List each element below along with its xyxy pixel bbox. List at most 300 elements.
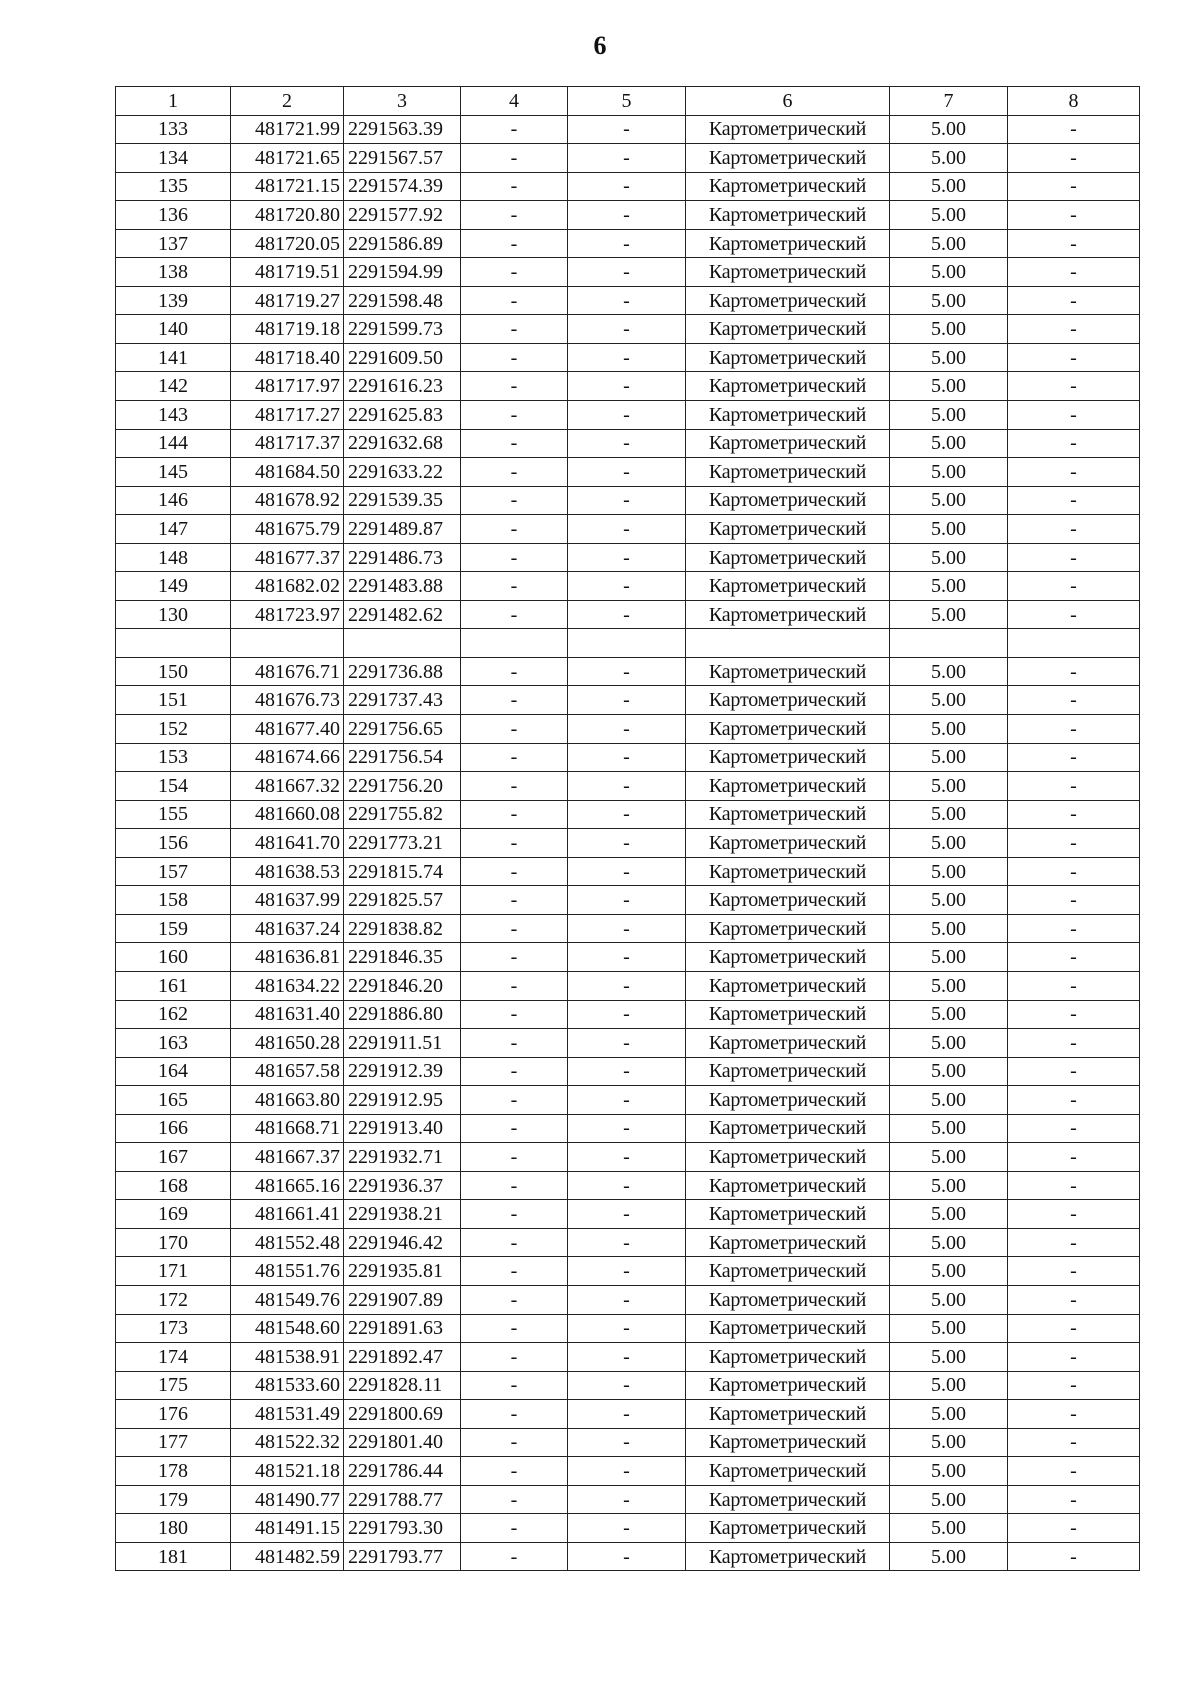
table-row — [116, 572, 1140, 601]
col4-cell: - — [461, 372, 568, 401]
method-cell: Картометрический — [686, 943, 890, 972]
point-number-cell: 152 — [116, 715, 231, 744]
table-row — [116, 229, 1140, 258]
y-coordinate-cell: 2291756.65 — [344, 715, 461, 744]
col4-cell: - — [461, 1029, 568, 1058]
col4-cell: - — [461, 1086, 568, 1115]
point-number-cell: 168 — [116, 1171, 231, 1200]
col4-cell: - — [461, 886, 568, 915]
accuracy-cell: 5.00 — [890, 172, 1008, 201]
method-cell: Картометрический — [686, 1057, 890, 1086]
col4-cell: - — [461, 1371, 568, 1400]
y-coordinate-cell: 2291482.62 — [344, 600, 461, 629]
column-header: 3 — [344, 87, 461, 116]
x-coordinate-cell — [231, 629, 344, 658]
col8-cell: - — [1008, 1057, 1140, 1086]
col8-cell: - — [1008, 115, 1140, 144]
method-cell: Картометрический — [686, 1314, 890, 1343]
column-header: 7 — [890, 87, 1008, 116]
y-coordinate-cell — [344, 629, 461, 658]
x-coordinate-cell: 481482.59 — [231, 1542, 344, 1571]
col5-cell: - — [568, 286, 686, 315]
x-coordinate-cell: 481641.70 — [231, 829, 344, 858]
col8-cell: - — [1008, 1514, 1140, 1543]
col4-cell: - — [461, 1285, 568, 1314]
col5-cell: - — [568, 1000, 686, 1029]
accuracy-cell: 5.00 — [890, 1371, 1008, 1400]
accuracy-cell: 5.00 — [890, 1057, 1008, 1086]
col8-cell: - — [1008, 1200, 1140, 1229]
col4-cell: - — [461, 286, 568, 315]
table-row — [116, 971, 1140, 1000]
method-cell: Картометрический — [686, 1457, 890, 1486]
method-cell: Картометрический — [686, 458, 890, 487]
col8-cell: - — [1008, 1000, 1140, 1029]
col5-cell: - — [568, 1542, 686, 1571]
x-coordinate-cell: 481719.18 — [231, 315, 344, 344]
method-cell: Картометрический — [686, 515, 890, 544]
x-coordinate-cell: 481676.71 — [231, 657, 344, 686]
method-cell: Картометрический — [686, 201, 890, 230]
y-coordinate-cell: 2291846.35 — [344, 943, 461, 972]
col5-cell: - — [568, 572, 686, 601]
point-number-cell: 160 — [116, 943, 231, 972]
accuracy-cell: 5.00 — [890, 229, 1008, 258]
x-coordinate-cell: 481667.32 — [231, 772, 344, 801]
column-header: 8 — [1008, 87, 1140, 116]
y-coordinate-cell: 2291609.50 — [344, 343, 461, 372]
y-coordinate-cell: 2291886.80 — [344, 1000, 461, 1029]
col5-cell: - — [568, 886, 686, 915]
point-number-cell: 155 — [116, 800, 231, 829]
x-coordinate-cell: 481682.02 — [231, 572, 344, 601]
col5-cell: - — [568, 1457, 686, 1486]
table-row — [116, 1200, 1140, 1229]
point-number-cell: 140 — [116, 315, 231, 344]
table-row — [116, 1228, 1140, 1257]
col4-cell: - — [461, 943, 568, 972]
method-cell: Картометрический — [686, 1143, 890, 1172]
table-row — [116, 172, 1140, 201]
table-row — [116, 1000, 1140, 1029]
col4-cell: - — [461, 1428, 568, 1457]
page-number: 6 — [593, 31, 607, 60]
x-coordinate-cell: 481531.49 — [231, 1400, 344, 1429]
point-number-cell: 170 — [116, 1228, 231, 1257]
col5-cell: - — [568, 600, 686, 629]
col5-cell: - — [568, 429, 686, 458]
method-cell: Картометрический — [686, 857, 890, 886]
method-cell: Картометрический — [686, 1371, 890, 1400]
col8-cell: - — [1008, 286, 1140, 315]
col5-cell: - — [568, 743, 686, 772]
x-coordinate-cell: 481719.51 — [231, 258, 344, 287]
point-number-cell: 179 — [116, 1485, 231, 1514]
method-cell: Картометрический — [686, 401, 890, 430]
method-cell: Картометрический — [686, 572, 890, 601]
col4-cell: - — [461, 686, 568, 715]
method-cell: Картометрический — [686, 172, 890, 201]
table-row — [116, 743, 1140, 772]
point-number-cell: 175 — [116, 1371, 231, 1400]
col8-cell: - — [1008, 343, 1140, 372]
accuracy-cell: 5.00 — [890, 486, 1008, 515]
point-number-cell: 176 — [116, 1400, 231, 1429]
method-cell: Картометрический — [686, 115, 890, 144]
y-coordinate-cell: 2291846.20 — [344, 971, 461, 1000]
x-coordinate-cell: 481549.76 — [231, 1285, 344, 1314]
accuracy-cell: 5.00 — [890, 715, 1008, 744]
col8-cell: - — [1008, 715, 1140, 744]
col4-cell: - — [461, 772, 568, 801]
accuracy-cell: 5.00 — [890, 857, 1008, 886]
y-coordinate-cell: 2291936.37 — [344, 1171, 461, 1200]
col4-cell: - — [461, 343, 568, 372]
col5-cell: - — [568, 258, 686, 287]
x-coordinate-cell: 481667.37 — [231, 1143, 344, 1172]
point-number-cell: 159 — [116, 914, 231, 943]
y-coordinate-cell: 2291935.81 — [344, 1257, 461, 1286]
col8-cell: - — [1008, 1457, 1140, 1486]
table-header-row — [116, 87, 1140, 116]
y-coordinate-cell: 2291946.42 — [344, 1228, 461, 1257]
x-coordinate-cell: 481675.79 — [231, 515, 344, 544]
point-number-cell: 135 — [116, 172, 231, 201]
accuracy-cell: 5.00 — [890, 286, 1008, 315]
method-cell: Картометрический — [686, 1000, 890, 1029]
point-number-cell: 150 — [116, 657, 231, 686]
col5-cell: - — [568, 657, 686, 686]
y-coordinate-cell: 2291932.71 — [344, 1143, 461, 1172]
point-number-cell: 145 — [116, 458, 231, 487]
table-row — [116, 1114, 1140, 1143]
x-coordinate-cell: 481548.60 — [231, 1314, 344, 1343]
point-number-cell: 134 — [116, 144, 231, 173]
method-cell: Картометрический — [686, 543, 890, 572]
col8-cell: - — [1008, 657, 1140, 686]
point-number-cell: 154 — [116, 772, 231, 801]
point-number-cell: 142 — [116, 372, 231, 401]
accuracy-cell: 5.00 — [890, 115, 1008, 144]
accuracy-cell: 5.00 — [890, 1228, 1008, 1257]
column-header: 4 — [461, 87, 568, 116]
table-row — [116, 857, 1140, 886]
table-row — [116, 115, 1140, 144]
col4-cell: - — [461, 315, 568, 344]
x-coordinate-cell: 481717.37 — [231, 429, 344, 458]
x-coordinate-cell: 481634.22 — [231, 971, 344, 1000]
col4-cell: - — [461, 1143, 568, 1172]
col5-cell: - — [568, 1257, 686, 1286]
col4-cell: - — [461, 258, 568, 287]
col5-cell: - — [568, 1114, 686, 1143]
col8-cell: - — [1008, 971, 1140, 1000]
y-coordinate-cell: 2291539.35 — [344, 486, 461, 515]
table-row — [116, 286, 1140, 315]
col5-cell — [568, 629, 686, 658]
method-cell: Картометрический — [686, 1514, 890, 1543]
point-number-cell: 156 — [116, 829, 231, 858]
x-coordinate-cell: 481723.97 — [231, 600, 344, 629]
accuracy-cell: 5.00 — [890, 1143, 1008, 1172]
col5-cell: - — [568, 401, 686, 430]
x-coordinate-cell: 481717.27 — [231, 401, 344, 430]
x-coordinate-cell: 481491.15 — [231, 1514, 344, 1543]
col4-cell — [461, 629, 568, 658]
y-coordinate-cell: 2291737.43 — [344, 686, 461, 715]
table-row — [116, 144, 1140, 173]
col5-cell: - — [568, 1029, 686, 1058]
accuracy-cell: 5.00 — [890, 829, 1008, 858]
point-number-cell: 172 — [116, 1285, 231, 1314]
col4-cell: - — [461, 657, 568, 686]
x-coordinate-cell: 481490.77 — [231, 1485, 344, 1514]
table-row — [116, 1343, 1140, 1372]
accuracy-cell: 5.00 — [890, 1428, 1008, 1457]
point-number-cell: 158 — [116, 886, 231, 915]
col5-cell: - — [568, 543, 686, 572]
method-cell: Картометрический — [686, 286, 890, 315]
col8-cell: - — [1008, 886, 1140, 915]
point-number-cell: 133 — [116, 115, 231, 144]
y-coordinate-cell: 2291594.99 — [344, 258, 461, 287]
point-number-cell: 161 — [116, 971, 231, 1000]
method-cell: Картометрический — [686, 1257, 890, 1286]
x-coordinate-cell: 481663.80 — [231, 1086, 344, 1115]
col8-cell: - — [1008, 458, 1140, 487]
x-coordinate-cell: 481674.66 — [231, 743, 344, 772]
col4-cell: - — [461, 229, 568, 258]
x-coordinate-cell: 481636.81 — [231, 943, 344, 972]
col8-cell: - — [1008, 229, 1140, 258]
y-coordinate-cell: 2291632.68 — [344, 429, 461, 458]
y-coordinate-cell: 2291793.30 — [344, 1514, 461, 1543]
col8-cell: - — [1008, 401, 1140, 430]
col8-cell: - — [1008, 1542, 1140, 1571]
col4-cell: - — [461, 543, 568, 572]
col5-cell: - — [568, 914, 686, 943]
col8-cell: - — [1008, 743, 1140, 772]
col8-cell: - — [1008, 1400, 1140, 1429]
col4-cell: - — [461, 829, 568, 858]
y-coordinate-cell: 2291891.63 — [344, 1314, 461, 1343]
point-number-cell: 130 — [116, 600, 231, 629]
point-number-cell: 148 — [116, 543, 231, 572]
accuracy-cell: 5.00 — [890, 657, 1008, 686]
method-cell: Картометрический — [686, 600, 890, 629]
y-coordinate-cell: 2291586.89 — [344, 229, 461, 258]
table-row — [116, 1400, 1140, 1429]
point-number-cell: 136 — [116, 201, 231, 230]
table-row — [116, 543, 1140, 572]
x-coordinate-cell: 481521.18 — [231, 1457, 344, 1486]
col4-cell: - — [461, 743, 568, 772]
accuracy-cell: 5.00 — [890, 1514, 1008, 1543]
col5-cell: - — [568, 1428, 686, 1457]
accuracy-cell: 5.00 — [890, 600, 1008, 629]
col8-cell: - — [1008, 315, 1140, 344]
y-coordinate-cell: 2291577.92 — [344, 201, 461, 230]
col8-cell: - — [1008, 800, 1140, 829]
col4-cell: - — [461, 572, 568, 601]
point-number-cell: 149 — [116, 572, 231, 601]
point-number-cell: 151 — [116, 686, 231, 715]
y-coordinate-cell: 2291913.40 — [344, 1114, 461, 1143]
col8-cell: - — [1008, 543, 1140, 572]
col5-cell: - — [568, 1371, 686, 1400]
col8-cell: - — [1008, 943, 1140, 972]
point-number-cell: 157 — [116, 857, 231, 886]
table-row — [116, 1086, 1140, 1115]
method-cell: Картометрический — [686, 715, 890, 744]
col5-cell: - — [568, 1400, 686, 1429]
col8-cell: - — [1008, 857, 1140, 886]
method-cell: Картометрический — [686, 258, 890, 287]
y-coordinate-cell: 2291912.39 — [344, 1057, 461, 1086]
x-coordinate-cell: 481720.80 — [231, 201, 344, 230]
col8-cell: - — [1008, 1171, 1140, 1200]
table-row — [116, 1514, 1140, 1543]
table-row — [116, 715, 1140, 744]
table-row — [116, 886, 1140, 915]
x-coordinate-cell: 481533.60 — [231, 1371, 344, 1400]
point-number-cell: 167 — [116, 1143, 231, 1172]
accuracy-cell: 5.00 — [890, 1029, 1008, 1058]
y-coordinate-cell: 2291907.89 — [344, 1285, 461, 1314]
y-coordinate-cell: 2291755.82 — [344, 800, 461, 829]
y-coordinate-cell: 2291489.87 — [344, 515, 461, 544]
accuracy-cell: 5.00 — [890, 1257, 1008, 1286]
col5-cell: - — [568, 343, 686, 372]
x-coordinate-cell: 481657.58 — [231, 1057, 344, 1086]
x-coordinate-cell: 481552.48 — [231, 1228, 344, 1257]
y-coordinate-cell: 2291892.47 — [344, 1343, 461, 1372]
method-cell: Картометрический — [686, 800, 890, 829]
col5-cell: - — [568, 1057, 686, 1086]
x-coordinate-cell: 481522.32 — [231, 1428, 344, 1457]
accuracy-cell: 5.00 — [890, 144, 1008, 173]
method-cell: Картометрический — [686, 1086, 890, 1115]
accuracy-cell: 5.00 — [890, 1285, 1008, 1314]
col5-cell: - — [568, 515, 686, 544]
method-cell: Картометрический — [686, 657, 890, 686]
accuracy-cell: 5.00 — [890, 1000, 1008, 1029]
y-coordinate-cell: 2291911.51 — [344, 1029, 461, 1058]
col5-cell: - — [568, 144, 686, 173]
col5-cell: - — [568, 971, 686, 1000]
accuracy-cell: 5.00 — [890, 429, 1008, 458]
y-coordinate-cell: 2291838.82 — [344, 914, 461, 943]
col5-cell: - — [568, 458, 686, 487]
x-coordinate-cell: 481721.15 — [231, 172, 344, 201]
col4-cell: - — [461, 401, 568, 430]
accuracy-cell: 5.00 — [890, 943, 1008, 972]
col8-cell: - — [1008, 486, 1140, 515]
col4-cell: - — [461, 458, 568, 487]
method-cell: Картометрический — [686, 372, 890, 401]
y-coordinate-cell: 2291483.88 — [344, 572, 461, 601]
x-coordinate-cell: 481677.40 — [231, 715, 344, 744]
col4-cell: - — [461, 1257, 568, 1286]
y-coordinate-cell: 2291563.39 — [344, 115, 461, 144]
method-cell: Картометрический — [686, 229, 890, 258]
table-body — [116, 115, 1140, 1571]
point-number-cell: 180 — [116, 1514, 231, 1543]
y-coordinate-cell: 2291938.21 — [344, 1200, 461, 1229]
method-cell: Картометрический — [686, 1228, 890, 1257]
point-number-cell: 164 — [116, 1057, 231, 1086]
col8-cell: - — [1008, 172, 1140, 201]
accuracy-cell: 5.00 — [890, 1086, 1008, 1115]
col8-cell: - — [1008, 686, 1140, 715]
accuracy-cell: 5.00 — [890, 1542, 1008, 1571]
table-row — [116, 1371, 1140, 1400]
coordinates-table — [115, 86, 1140, 1571]
method-cell — [686, 629, 890, 658]
col5-cell: - — [568, 1285, 686, 1314]
point-number-cell: 144 — [116, 429, 231, 458]
method-cell: Картометрический — [686, 1285, 890, 1314]
accuracy-cell: 5.00 — [890, 315, 1008, 344]
method-cell: Картометрический — [686, 1343, 890, 1372]
accuracy-cell: 5.00 — [890, 1114, 1008, 1143]
y-coordinate-cell: 2291756.20 — [344, 772, 461, 801]
col8-cell: - — [1008, 1114, 1140, 1143]
y-coordinate-cell: 2291815.74 — [344, 857, 461, 886]
table-row — [116, 1314, 1140, 1343]
accuracy-cell: 5.00 — [890, 1485, 1008, 1514]
x-coordinate-cell: 481676.73 — [231, 686, 344, 715]
col5-cell: - — [568, 486, 686, 515]
point-number-cell: 173 — [116, 1314, 231, 1343]
accuracy-cell: 5.00 — [890, 515, 1008, 544]
method-cell: Картометрический — [686, 971, 890, 1000]
method-cell: Картометрический — [686, 1428, 890, 1457]
col4-cell: - — [461, 800, 568, 829]
accuracy-cell: 5.00 — [890, 914, 1008, 943]
col4-cell: - — [461, 914, 568, 943]
col5-cell: - — [568, 1314, 686, 1343]
method-cell: Картометрический — [686, 1485, 890, 1514]
col5-cell: - — [568, 829, 686, 858]
col4-cell: - — [461, 1000, 568, 1029]
col4-cell: - — [461, 429, 568, 458]
method-cell: Картометрический — [686, 1542, 890, 1571]
y-coordinate-cell: 2291800.69 — [344, 1400, 461, 1429]
accuracy-cell: 5.00 — [890, 886, 1008, 915]
col5-cell: - — [568, 315, 686, 344]
accuracy-cell: 5.00 — [890, 800, 1008, 829]
col5-cell: - — [568, 1343, 686, 1372]
x-coordinate-cell: 481637.24 — [231, 914, 344, 943]
y-coordinate-cell: 2291786.44 — [344, 1457, 461, 1486]
table-row — [116, 515, 1140, 544]
x-coordinate-cell: 481665.16 — [231, 1171, 344, 1200]
col4-cell: - — [461, 172, 568, 201]
x-coordinate-cell: 481719.27 — [231, 286, 344, 315]
accuracy-cell: 5.00 — [890, 372, 1008, 401]
col8-cell: - — [1008, 372, 1140, 401]
table-row — [116, 401, 1140, 430]
method-cell: Картометрический — [686, 914, 890, 943]
y-coordinate-cell: 2291773.21 — [344, 829, 461, 858]
col4-cell: - — [461, 1200, 568, 1229]
point-number-cell: 147 — [116, 515, 231, 544]
x-coordinate-cell: 481721.65 — [231, 144, 344, 173]
column-header: 1 — [116, 87, 231, 116]
point-number-cell: 181 — [116, 1542, 231, 1571]
point-number-cell — [116, 629, 231, 658]
